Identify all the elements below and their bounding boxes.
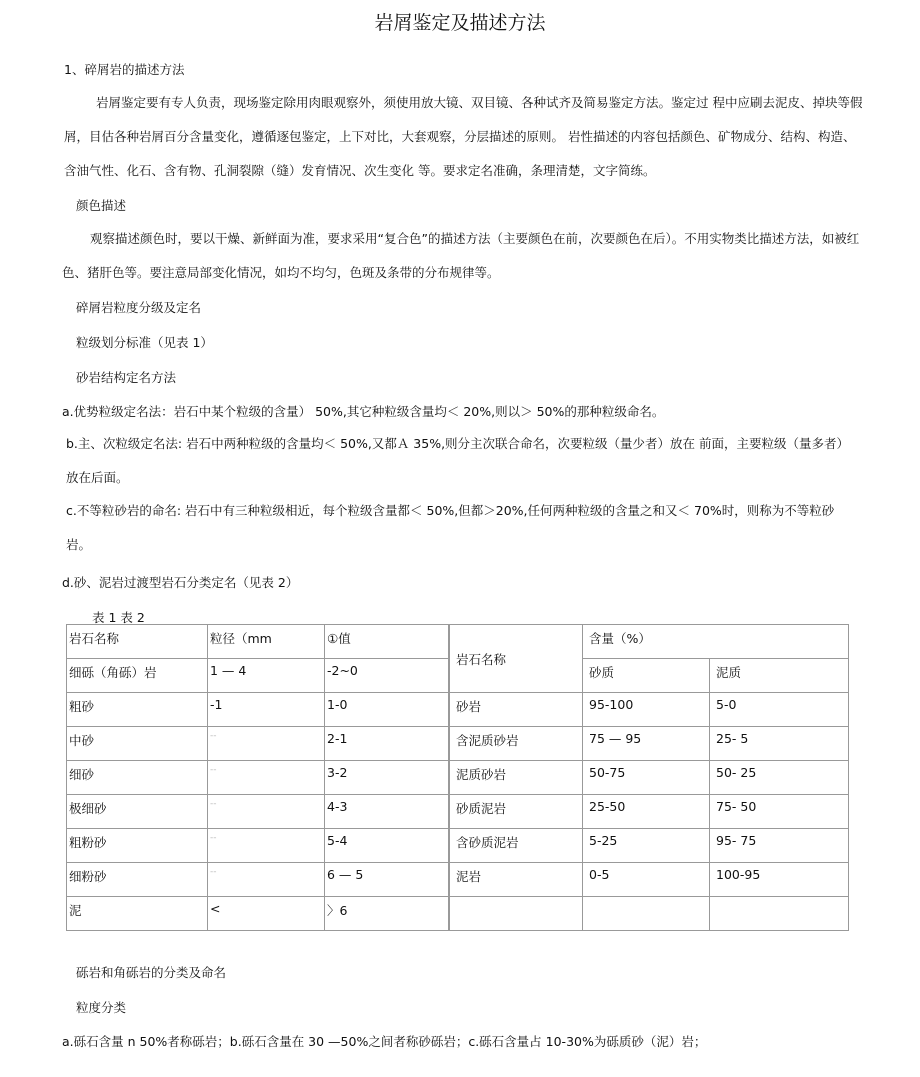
table-cell: 4-3	[325, 795, 449, 829]
table-cell: <	[208, 897, 325, 931]
table-row	[67, 761, 449, 795]
table-cell: 含泥质砂岩	[450, 727, 583, 761]
table-header-row	[450, 625, 849, 659]
page-title: 岩屑鉴定及描述方法	[374, 12, 546, 34]
table-cell: --	[208, 863, 325, 897]
header-cell: 岩石名称	[450, 625, 583, 693]
table-cell: 1 — 4	[208, 659, 325, 693]
table-cell: 5-4	[325, 829, 449, 863]
table-cell: 砂岩	[450, 693, 583, 727]
table-cell: 粗砂	[67, 693, 208, 727]
table-cell: 含砂质泥岩	[450, 829, 583, 863]
section-heading: 1、碎屑岩的描述方法	[64, 62, 185, 77]
sand-mud-table	[449, 624, 849, 931]
table-cell: 细粉砂	[67, 863, 208, 897]
table-row	[450, 693, 849, 727]
table-cell: 95-100	[583, 693, 710, 727]
table-row	[67, 693, 449, 727]
table-cell: 0-5	[583, 863, 710, 897]
table-cell: 泥	[67, 897, 208, 931]
table-caption: 表 1 表 2	[92, 610, 145, 625]
header-cell: ①值	[325, 625, 449, 659]
table-header-row	[67, 625, 449, 659]
table-cell: 5-0	[710, 693, 849, 727]
table-cell: 2-1	[325, 727, 449, 761]
table-row	[67, 863, 449, 897]
header-cell: 岩石名称	[67, 625, 208, 659]
table-cell: 75 — 95	[583, 727, 710, 761]
subheading: 粒级划分标准（见表 1）	[76, 335, 213, 350]
table-cell: 6 — 5	[325, 863, 449, 897]
table-cell: 1-0	[325, 693, 449, 727]
table-row	[450, 897, 849, 931]
table-cell: 25-50	[583, 795, 710, 829]
table-cell: 100-95	[710, 863, 849, 897]
table-cell: 极细砂	[67, 795, 208, 829]
grain-size-table	[66, 624, 449, 931]
table-row	[67, 795, 449, 829]
table-cell: 粗粉砂	[67, 829, 208, 863]
paragraph: a.砾石含量 n 50%者称砾岩；b.砾石含量在 30 —50%之间者称砂砾岩；c.砾石含量占 10-30%为砾质砂（泥）岩；	[62, 1034, 707, 1049]
table-cell: -2~0	[325, 659, 449, 693]
table-row	[67, 829, 449, 863]
table-cell: 95- 75	[710, 829, 849, 863]
table-cell: --	[208, 795, 325, 829]
table-cell: 中砂	[67, 727, 208, 761]
table-cell: 25- 5	[710, 727, 849, 761]
subheading: 颜色描述	[76, 198, 127, 213]
subheading: 砂岩结构定名方法	[76, 370, 177, 385]
paragraph: c.不等粒砂岩的命名: 岩石中有三种粒级相近，每个粒级含量都＜ 50%,但都＞20%,任何两种粒级的含量之和又＜ 70%时，则称为不等粒砂岩。	[66, 503, 835, 552]
table-cell: 〉6	[325, 897, 449, 931]
table-row	[450, 795, 849, 829]
table-row	[450, 727, 849, 761]
subheading: 碎屑岩粒度分级及定名	[76, 300, 202, 315]
table-cell: 砂质泥岩	[450, 795, 583, 829]
table-cell: 50-75	[583, 761, 710, 795]
table-cell: 细砂	[67, 761, 208, 795]
paragraph: 观察描述颜色时，要以干燥、新鲜面为准，要求采用“复合色”的描述方法（主要颜色在前，次要颜色在后）。不用实物类比描述方法，如被红色、猪肝色等。要注意局部变化情况，如均不均匀，色斑及条带的分布规律等。	[62, 231, 860, 280]
table-row	[450, 829, 849, 863]
table-cell: 5-25	[583, 829, 710, 863]
table-cell	[450, 897, 583, 931]
table-cell: 细砾（角砾）岩	[67, 659, 208, 693]
table-row	[67, 897, 449, 931]
paragraph: b.主、次粒级定名法: 岩石中两种粒级的含量均＜ 50%,又都Ａ 35%,则分主次联合命名，次要粒级（量少者）放在 前面，主要粒级（量多者）放在后面。	[66, 436, 850, 485]
table-cell	[583, 897, 710, 931]
paragraph: a.优势粒级定名法：岩石中某个粒级的含量） 50%,其它种粒级含量均＜ 20%,则以＞ 50%的那种粒级命名。	[62, 404, 665, 419]
table-cell: 3-2	[325, 761, 449, 795]
header-cell: 粒径（mm	[208, 625, 325, 659]
header-cell: 含量（%）	[583, 625, 849, 659]
table-cell	[710, 897, 849, 931]
subheading: 粒度分类	[76, 1000, 127, 1015]
table-cell: 泥质砂岩	[450, 761, 583, 795]
table-row	[67, 727, 449, 761]
header-cell: 泥质	[710, 659, 849, 693]
table-cell: -1	[208, 693, 325, 727]
table-cell: --	[208, 727, 325, 761]
table-cell: 75- 50	[710, 795, 849, 829]
table-row	[450, 863, 849, 897]
subheading: 砾岩和角砾岩的分类及命名	[76, 965, 227, 980]
table-cell: 泥岩	[450, 863, 583, 897]
table-cell: --	[208, 829, 325, 863]
table-row	[450, 761, 849, 795]
paragraph: 岩屑鉴定要有专人负责，现场鉴定除用肉眼观察外，须使用放大镜、双目镜、各种试齐及简易鉴定方法。鉴定过 程中应刷去泥皮、掉块等假屑，目估各种岩屑百分含量变化，遵循逐包鉴定，上下对比，大套观察，分层描述的原则。 岩性描述的内容包括颜色、矿物成分、结构、构造、含油气性、化石、含有物、孔洞裂隙（缝）发育情况、次生变化 等。要求定名准确，条理清楚，文字简练。	[64, 95, 863, 178]
table-cell: 50- 25	[710, 761, 849, 795]
table-cell: --	[208, 761, 325, 795]
header-cell: 砂质	[583, 659, 710, 693]
table-row	[67, 659, 449, 693]
paragraph: d.砂、泥岩过渡型岩石分类定名（见表 2）	[62, 575, 299, 590]
